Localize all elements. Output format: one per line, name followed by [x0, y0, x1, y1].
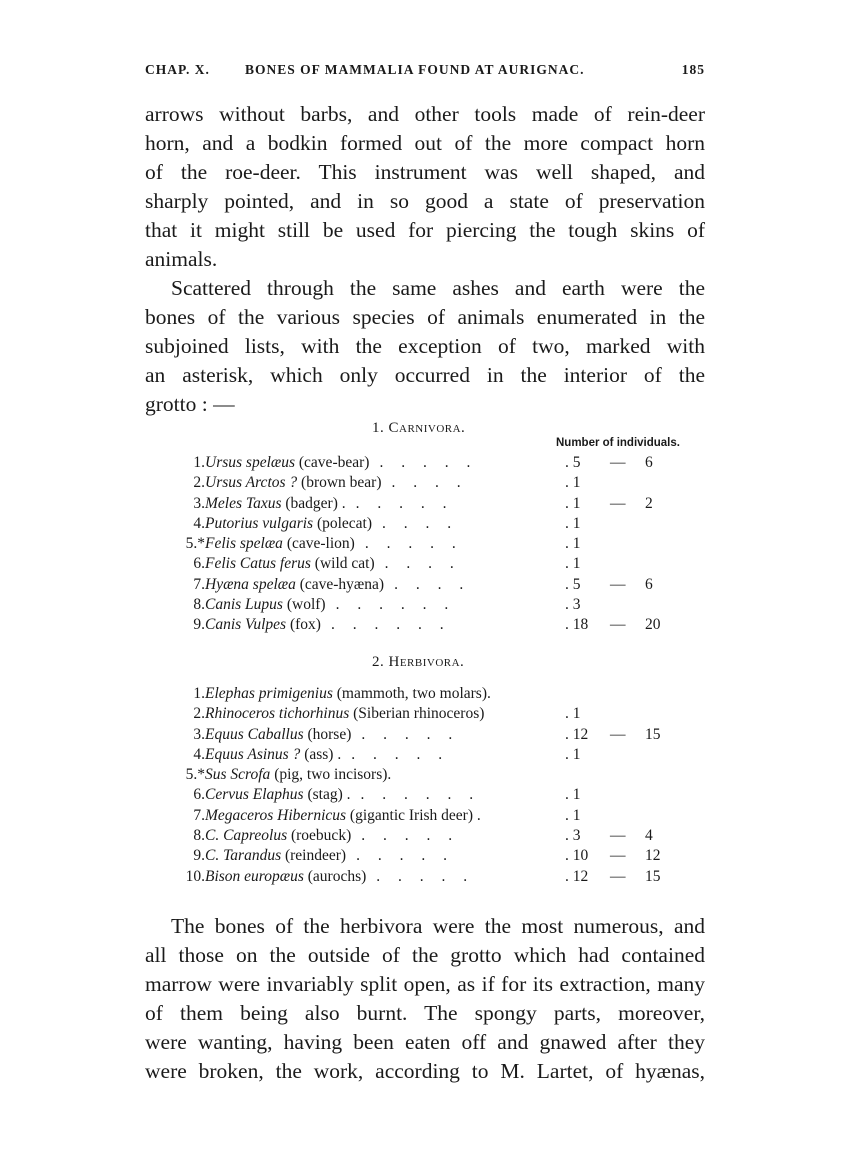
range-dash: — [610, 867, 626, 885]
species-name: Cervus Elaphus [205, 786, 304, 804]
species-entry [205, 473, 461, 493]
count-value: . 18 [565, 616, 589, 634]
species-entry [205, 494, 447, 514]
text-line: sharply pointed, and in so good a state of preservation [145, 189, 705, 213]
paragraph-1 [145, 100, 705, 274]
text-line: subjoined lists, with the exception of two, marked with [145, 334, 705, 358]
row-number: 2. [193, 474, 205, 492]
species-name: C. Tarandus [205, 847, 282, 865]
herbivora-heading-number: 2. [372, 654, 385, 670]
row-number: 6. [193, 786, 205, 804]
range-dash: — [610, 847, 626, 865]
common-name: (wild cat) [314, 555, 375, 573]
species-entry [205, 684, 491, 704]
row-number: 8. [193, 596, 205, 614]
count-max-value: 2 [645, 494, 653, 512]
row-number: 5.* [185, 766, 205, 784]
count-value: . 1 [565, 705, 581, 723]
count-value: . 5 [565, 575, 581, 593]
leader-dots: . . . . . [355, 494, 447, 512]
list-row [190, 554, 670, 574]
species-name: Felis Catus ferus [205, 555, 311, 573]
species-entry [205, 846, 447, 866]
list-row [190, 725, 670, 745]
list-row [190, 595, 670, 615]
count-max-value: 20 [645, 616, 661, 634]
list-row [190, 514, 670, 534]
count-value: . 1 [565, 745, 581, 763]
count-value: . 1 [565, 806, 581, 824]
row-number: 4. [193, 514, 205, 532]
row-number: 7. [193, 575, 205, 593]
species-name: C. Capreolus [205, 827, 288, 845]
paragraph-3 [145, 912, 705, 1086]
text-line: all those on the outside of the grotto which had contained [145, 943, 705, 967]
list-row [190, 615, 670, 635]
species-name: Canis Vulpes [205, 616, 287, 634]
species-name: Equus Asinus ? [205, 745, 301, 763]
text-line: arrows without barbs, and other tools made of rein-deer [145, 102, 705, 126]
list-row [185, 867, 670, 887]
common-name: (aurochs) [307, 867, 367, 885]
running-header [145, 62, 705, 84]
common-name: (badger) . [285, 494, 346, 512]
count-value: . 3 [565, 596, 581, 614]
species-name: Rhinoceros tichorhinus [205, 705, 350, 723]
species-entry [205, 806, 481, 826]
species-name: Sus Scrofa [205, 766, 271, 784]
leader-dots: . . . . . . [335, 596, 449, 614]
species-name: Ursus Arctos ? [205, 474, 298, 492]
text-line: bones of the various species of animals enumerated in the [145, 305, 705, 329]
list-row [190, 494, 670, 514]
count-max-value: 15 [645, 725, 661, 743]
text-line: The bones of the herbivora were the most numerous, and [171, 914, 705, 938]
common-name: (reindeer) [284, 847, 347, 865]
leader-dots: . . . . . . [330, 616, 444, 634]
count-max-value: 12 [645, 847, 661, 865]
common-name: (pig, two incisors). [274, 766, 392, 784]
text-line: horn, and a bodkin formed out of the more compact horn [145, 131, 705, 155]
species-entry [205, 575, 463, 595]
leader-dots: . . . . [384, 555, 454, 573]
list-row [190, 745, 670, 765]
count-max-value: 15 [645, 867, 661, 885]
species-name: Bison europæus [205, 867, 304, 885]
row-number: 8. [193, 827, 205, 845]
count-max-value: 6 [645, 454, 653, 471]
text-line: an asterisk, which only occurred in the interior of the [145, 363, 705, 387]
species-entry [205, 615, 444, 635]
paragraph-2 [145, 274, 705, 419]
leader-dots: . . . . . [364, 535, 456, 553]
row-number: 6. [193, 555, 205, 573]
count-value: . 3 [565, 827, 581, 845]
leader-dots: . . . . . . [360, 786, 474, 804]
leader-dots: . . . . . [351, 745, 443, 763]
species-entry [205, 765, 391, 785]
species-name: Ursus spelæus [205, 454, 296, 471]
species-name: Meles Taxus [205, 494, 282, 512]
list-row [185, 534, 670, 554]
common-name: (horse) [307, 725, 352, 743]
count-value: . 12 [565, 867, 589, 885]
common-name: (brown bear) [301, 474, 382, 492]
leader-dots: . . . . [394, 575, 464, 593]
row-number: 1. [193, 685, 205, 702]
species-name: Megaceros Hibernicus [205, 806, 347, 824]
range-dash: — [610, 454, 626, 471]
range-dash: — [610, 575, 626, 593]
leader-dots: . . . . [382, 514, 452, 532]
herbivora-heading [372, 654, 464, 671]
species-entry [205, 725, 452, 745]
common-name: (polecat) [316, 514, 373, 532]
range-dash: — [610, 616, 626, 634]
species-entry [205, 867, 467, 887]
list-row [190, 453, 670, 473]
range-dash: — [610, 725, 626, 743]
common-name: (cave-bear) [298, 454, 370, 471]
count-value: . 1 [565, 474, 581, 492]
row-number: 10. [185, 867, 205, 885]
leader-dots: . . . . . [356, 847, 447, 865]
common-name: (fox) [289, 616, 321, 634]
text-line: grotto : — [145, 392, 235, 416]
carnivora-heading [372, 420, 465, 437]
leader-dots: . . . . . [361, 725, 453, 743]
text-line: of them being also burnt. The spongy parts, moreover, [145, 1001, 705, 1025]
list-row [185, 765, 670, 785]
count-column-header: Number of individuals. [556, 437, 680, 449]
common-name: (mammoth, two molars). [336, 685, 491, 702]
count-value: . 1 [565, 514, 581, 532]
list-row [190, 473, 670, 493]
species-entry [205, 595, 448, 615]
count-value: . 1 [565, 786, 581, 804]
common-name: (stag) . [307, 786, 351, 804]
species-entry [205, 745, 442, 765]
common-name: (Siberian rhinoceros) [353, 705, 485, 723]
row-number: 7. [193, 806, 205, 824]
text-line: were wanting, having been eaten off and gnawed after they [145, 1030, 705, 1054]
count-value: . 1 [565, 535, 581, 553]
herbivora-list [185, 684, 670, 887]
species-entry [205, 785, 473, 805]
row-number: 5.* [185, 535, 205, 553]
species-name: Felis spelæa [205, 535, 283, 553]
text-line: that it might still be used for piercing the tough skins of [145, 218, 705, 242]
common-name: (ass) . [304, 745, 342, 763]
leader-dots: . . . . . [379, 454, 471, 471]
count-value: . 1 [565, 555, 581, 573]
row-number: 9. [193, 616, 205, 634]
common-name: (roebuck) [290, 827, 352, 845]
row-number: 4. [193, 745, 205, 763]
row-number: 1. [193, 454, 205, 471]
range-dash: — [610, 827, 626, 845]
species-name: Canis Lupus [205, 596, 283, 614]
list-row [190, 785, 670, 805]
list-row [190, 806, 670, 826]
row-number: 9. [193, 847, 205, 865]
common-name: (gigantic Irish deer) . [349, 806, 481, 824]
species-entry [205, 826, 452, 846]
common-name: (cave-hyæna) [299, 575, 385, 593]
count-max-value: 4 [645, 827, 653, 845]
list-row [190, 684, 670, 704]
list-row [190, 846, 670, 866]
species-entry [205, 554, 454, 574]
row-number: 3. [193, 494, 205, 512]
carnivora-heading-number: 1. [372, 420, 385, 436]
common-name: (wolf) [286, 596, 326, 614]
text-line: of the roe-deer. This instrument was well shaped, and [145, 160, 705, 184]
leader-dots: . . . . . [361, 827, 453, 845]
list-row [190, 575, 670, 595]
species-entry [205, 534, 456, 554]
carnivora-list [185, 453, 670, 636]
count-max-value: 6 [645, 575, 653, 593]
leader-dots: . . . . [391, 474, 461, 492]
count-value: . 1 [565, 494, 581, 512]
species-entry [205, 453, 470, 473]
range-dash: — [610, 494, 626, 512]
species-entry [205, 514, 451, 534]
chapter-label: CHAP. X. [145, 62, 210, 77]
text-line: Scattered through the same ashes and earth were the [171, 276, 705, 300]
common-name: (cave-lion) [286, 535, 355, 553]
page-number: 185 [681, 62, 705, 77]
herbivora-heading-text: Herbivora. [388, 654, 465, 670]
carnivora-heading-text: Carnivora. [388, 420, 466, 436]
row-number: 2. [193, 705, 205, 723]
species-name: Hyæna spelæa [205, 575, 296, 593]
text-line: were broken, the work, according to M. Lartet, of hyænas, [145, 1059, 705, 1083]
species-name: Putorius vulgaris [205, 514, 314, 532]
running-title: BONES OF MAMMALIA FOUND AT AURIGNAC. [245, 62, 585, 77]
text-line: animals. [145, 247, 218, 271]
list-row [190, 826, 670, 846]
leader-dots: . . . . . [376, 867, 468, 885]
species-name: Equus Caballus [205, 725, 304, 743]
text-line: marrow were invariably split open, as if for its extraction, many [145, 972, 705, 996]
count-value: . 12 [565, 725, 589, 743]
count-value: . 10 [565, 847, 589, 865]
species-entry [205, 704, 484, 724]
count-value: . 5 [565, 454, 581, 471]
list-row [190, 704, 670, 724]
species-name: Elephas primigenius [205, 685, 333, 702]
row-number: 3. [193, 725, 205, 743]
